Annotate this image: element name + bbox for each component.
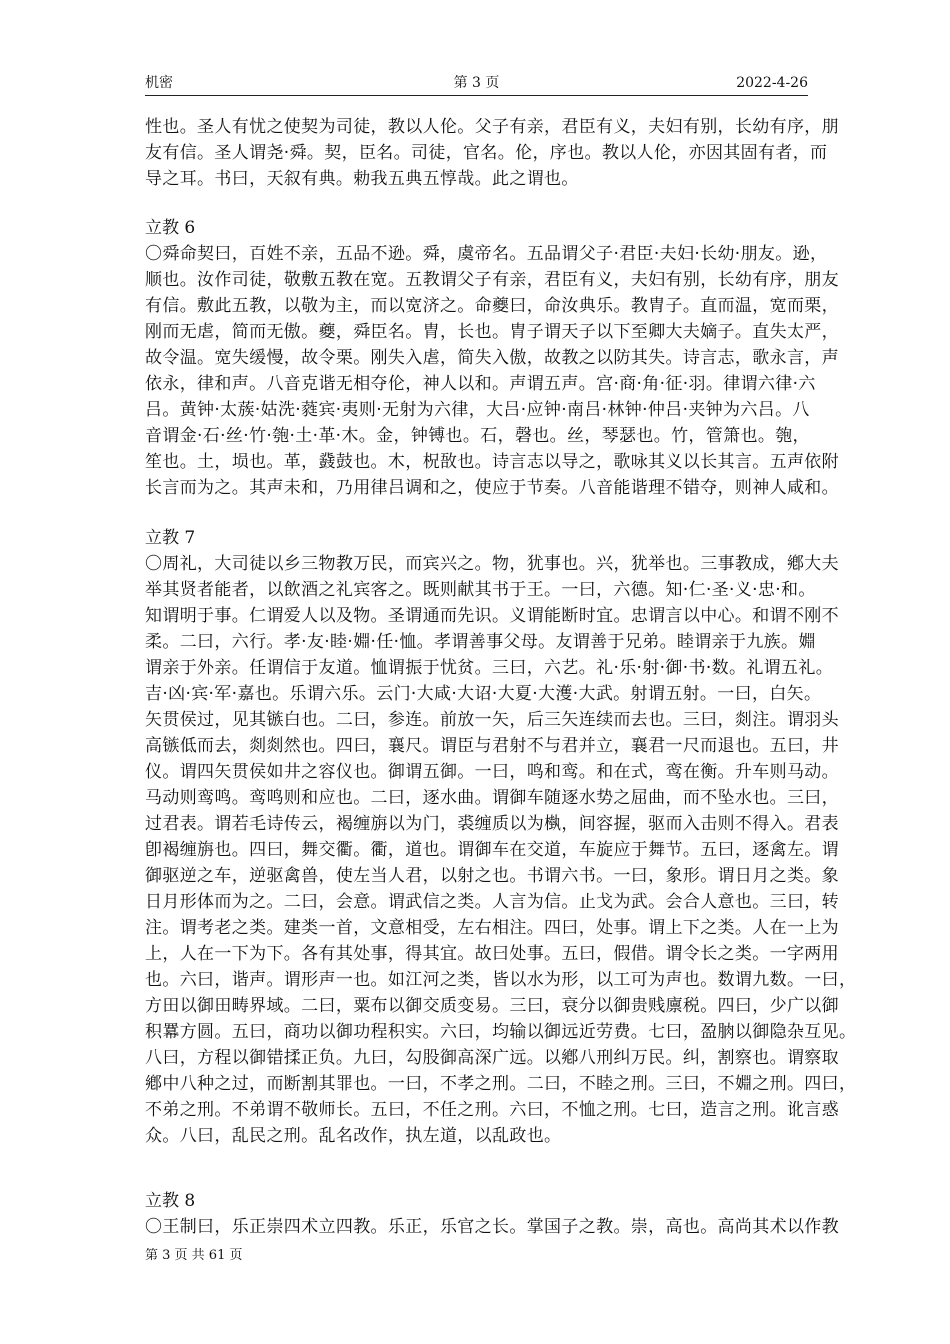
- text-line: 过君表。谓若毛诗传云，褐缠旃以为门，裘缠质以为槸，间容握，驱而入击则不得入。君表: [145, 814, 839, 834]
- page-footer: 第 3 页 共 61 页: [145, 1248, 243, 1263]
- text-line: 故令温。宽失缓慢，故令栗。刚失入虐，简失入傲，故教之以防其失。诗言志，歌永言，声: [145, 348, 839, 368]
- text-line: 上，人在一下为下。各有其处事，得其宜。故曰处事。五曰，假借。谓令长之类。一字两用: [145, 944, 839, 964]
- header-date: 2022-4-26: [736, 75, 808, 91]
- text-line: 不弟之刑。不弟谓不敬师长。五曰，不任之刑。六曰，不恤之刑。七曰，造言之刑。讹言惑: [145, 1100, 839, 1120]
- text-line: 导之耳。书曰，天叙有典。勅我五典五惇哉。此之谓也。: [145, 169, 579, 189]
- text-line: 吕。黄钟·太蔟·姑洗·蕤宾·夷则·无射为六律，大吕·应钟·南吕·林钟·仲吕·夹钟为六吕。八: [145, 400, 810, 420]
- text-line: 刚而无虐，简而无傲。夔，舜臣名。胄，长也。胄子谓天子以下至卿大夫嫡子。直失太严，: [145, 322, 839, 342]
- text-line: 〇周礼，大司徒以乡三物教万民，而宾兴之。物，犹事也。兴，犹举也。三事教成，鄕大夫: [145, 554, 839, 574]
- text-line: 友有信。圣人谓尧·舜。契，臣名。司徒，官名。伦，序也。教以人伦，亦因其固有者，而: [145, 143, 828, 163]
- text-line: 马动则鸾鸣。鸾鸣则和应也。二曰，逐水曲。谓御车随逐水势之屈曲，而不坠水也。三曰，: [145, 788, 839, 808]
- text-line: 众。八曰，乱民之刑。乱名改作，执左道，以乱政也。: [145, 1126, 562, 1146]
- text-line: 〇舜命契曰，百姓不亲，五品不逊。舜，虞帝名。五品谓父子·君臣·夫妇·长幼·朋友。逊，: [145, 244, 828, 264]
- text-line: 性也。圣人有忧之使契为司徒，教以人伦。父子有亲，君臣有义，夫妇有别，长幼有序，朋: [145, 117, 839, 137]
- text-line: 谓亲于外亲。任谓信于友道。恤谓振于忧贫。三曰，六艺。礼·乐·射·御·书·数。礼谓五礼。: [145, 658, 834, 678]
- page-header: [145, 72, 808, 94]
- text-line: 〇王制曰，乐正崇四术立四教。乐正，乐官之长。掌国子之教。崇，高也。高尚其术以作教: [145, 1217, 839, 1237]
- text-line: 高镞低而去，剡剡然也。四曰，襄尺。谓臣与君射不与君并立，襄君一尺而退也。五曰，井: [145, 736, 839, 756]
- text-line: 举其贤者能者，以飲酒之礼宾客之。既则献其书于王。一曰，六德。知·仁·圣·义·忠·和。: [145, 580, 816, 600]
- section-heading: 立教 6: [145, 218, 196, 238]
- text-line: 吉·凶·宾·军·嘉也。乐谓六乐。云门·大咸·大诏·大夏·大濩·大武。射谓五射。一曰，白矢。: [145, 684, 822, 704]
- text-line: 方田以御田畴界域。二曰，粟布以御交质变易。三曰，衰分以御贵贱廪税。四曰，少广以御: [145, 996, 839, 1016]
- header-classification: 机密: [145, 75, 173, 91]
- text-line: 矢贯侯过，见其镞白也。二曰，参连。前放一矢，后三矢连续而去也。三曰，剡注。谓羽头: [145, 710, 839, 730]
- text-line: 御驱逆之车，逆驱禽兽，使左当人君，以射之也。书谓六书。一曰，象形。谓日月之类。象: [145, 866, 839, 886]
- text-line: 音谓金·石·丝·竹·匏·土·革·木。金，钟镈也。石，磬也。丝，琴瑟也。竹，管箫也。匏，: [145, 426, 810, 446]
- text-line: 依永，律和声。八音克谐无相夺伦，神人以和。声谓五声。宫·商·角·征·羽。律谓六律·六: [145, 374, 816, 394]
- text-line: 长言而为之。其声未和，乃用律吕调和之，使应于节奏。八音能谐理不错夺，则神人咸和。: [145, 478, 839, 498]
- section-heading: 立教 7: [145, 528, 196, 548]
- text-line: 注。谓考老之类。建类一首，文意相受，左右相注。四曰，处事。谓上下之类。人在一上为: [145, 918, 839, 938]
- text-line: 知谓明于事。仁谓爱人以及物。圣谓通而先识。义谓能断时宜。忠谓言以中心。和谓不刚不: [145, 606, 839, 626]
- header-page-number: 第 3 页: [453, 75, 500, 91]
- text-line: 也。六曰，谐声。谓形声一也。如江河之类，皆以水为形，以工可为声也。数谓九数。一曰，: [145, 970, 857, 990]
- text-line: 仪。谓四矢贯侯如井之容仪也。御谓五御。一曰，鸣和鸾。和在式，鸾在衡。升车则马动。: [145, 762, 839, 782]
- text-line: 有信。敷此五教，以敬为主，而以宽济之。命夔曰，命汝典乐。教胄子。直而温，宽而栗，: [145, 296, 839, 316]
- section-heading: 立教 8: [145, 1191, 196, 1211]
- text-line: 柔。二曰，六行。孝·友·睦·婣·任·恤。孝谓善事父母。友谓善于兄弟。睦谓亲于九族。婣: [145, 632, 816, 652]
- text-line: 八曰，方程以御错揉正负。九曰，勾股御高深广远。以鄕八刑纠万民。纠，割察也。谓察取: [145, 1048, 839, 1068]
- text-line: 积羃方圆。五曰，商功以御功程积实。六曰，均输以御远近劳费。七曰，盈朒以御隐杂互见。: [145, 1022, 857, 1042]
- text-line: 顺也。汝作司徒，敬敷五教在宽。五教谓父子有亲，君臣有义，夫妇有别，长幼有序，朋友: [145, 270, 839, 290]
- text-line: 笙也。土，埙也。革，鼗鼓也。木，柷敔也。诗言志以导之，歌咏其义以长其言。五声依附: [145, 452, 839, 472]
- text-line: 日月形体而为之。二曰，会意。谓武信之类。人言为信。止戈为武。会合人意也。三曰，转: [145, 892, 839, 912]
- text-line: 鄕中八种之过，而断割其罪也。一曰，不孝之刑。二曰，不睦之刑。三曰，不婣之刑。四曰，: [145, 1074, 857, 1094]
- text-line: 卽褐缠旃也。四曰，舞交衢。衢，道也。谓御车在交道，车旋应于舞节。五曰，逐禽左。谓: [145, 840, 839, 860]
- header-rule: [145, 95, 808, 96]
